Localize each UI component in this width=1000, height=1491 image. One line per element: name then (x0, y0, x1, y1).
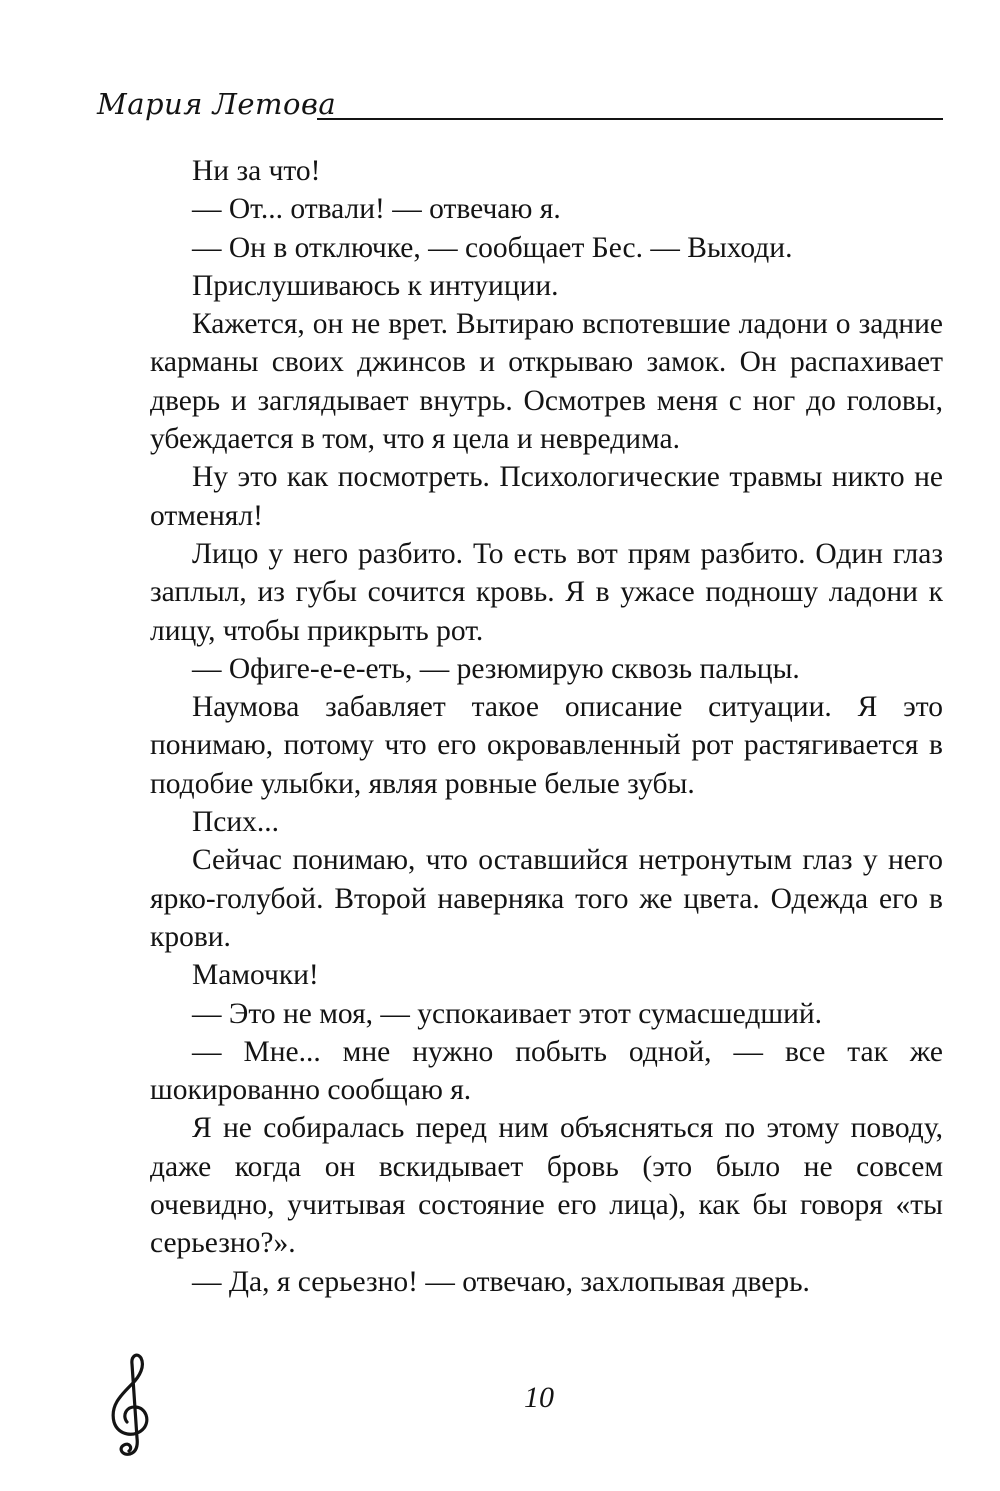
paragraph: Я не собиралась перед ним объясняться по этому поводу, даже когда он вскидывает бровь (это было не совсем очевидно, учитывая состояние его лица), как бы говоря «ты серьезно?». (150, 1112, 943, 1260)
paragraph: Псих... (192, 806, 280, 839)
body-text (150, 152, 943, 1301)
running-head (97, 82, 943, 126)
paragraph: — Мне... мне нужно побыть одной, — все так же шокированно сообщаю я. (150, 1035, 943, 1107)
author-name: Мария Летова (97, 87, 337, 121)
paragraph: Лицо у него разбито. То есть вот прям разбито. Один глаз заплыл, из губы сочится кровь. Я в ужасе подношу ладони к лицу, чтобы прикрыть рот. (150, 537, 943, 647)
paragraph: Прислушиваюсь к интуиции. (192, 269, 559, 302)
paragraph: — Он в отключке, — сообщает Бес. — Выходи. (192, 231, 793, 264)
paragraph: — Это не моя, — успокаивает этот сумасшедший. (192, 997, 823, 1030)
paragraph: — От... отвали! — отвечаю я. (192, 193, 561, 226)
paragraph: Наумова забавляет такое описание ситуации. Я это понимаю, потому что его окровавленный рот растягивается в подобие улыбки, являя ровные белые зубы. (150, 691, 943, 800)
paragraph: Кажется, он не врет. Вытираю вспотевшие ладони о задние карманы своих джинсов и открываю замок. Он распахивает дверь и заглядывает внутрь. Осмотрев меня с ног до головы, убеждается в том, что я цела и невредима. (150, 308, 943, 456)
paragraph: — Да, я серьезно! — отвечаю, захлопывая дверь. (192, 1265, 810, 1298)
paragraph: Ну это как посмотреть. Психологические травмы никто не отменял! (150, 461, 943, 532)
paragraph: Ни за что! (192, 155, 321, 187)
page-number: 10 (524, 1381, 554, 1414)
treble-clef-icon (96, 1350, 166, 1460)
header-rule (317, 118, 943, 120)
paragraph: Мамочки! (192, 959, 319, 992)
paragraph: — Офиге-е-е-еть, — резюмирую сквозь пальцы. (192, 652, 800, 685)
paragraph: Сейчас понимаю, что оставшийся нетронутым глаз у него ярко-голубой. Второй наверняка того же цвета. Одежда его в крови. (150, 844, 943, 953)
